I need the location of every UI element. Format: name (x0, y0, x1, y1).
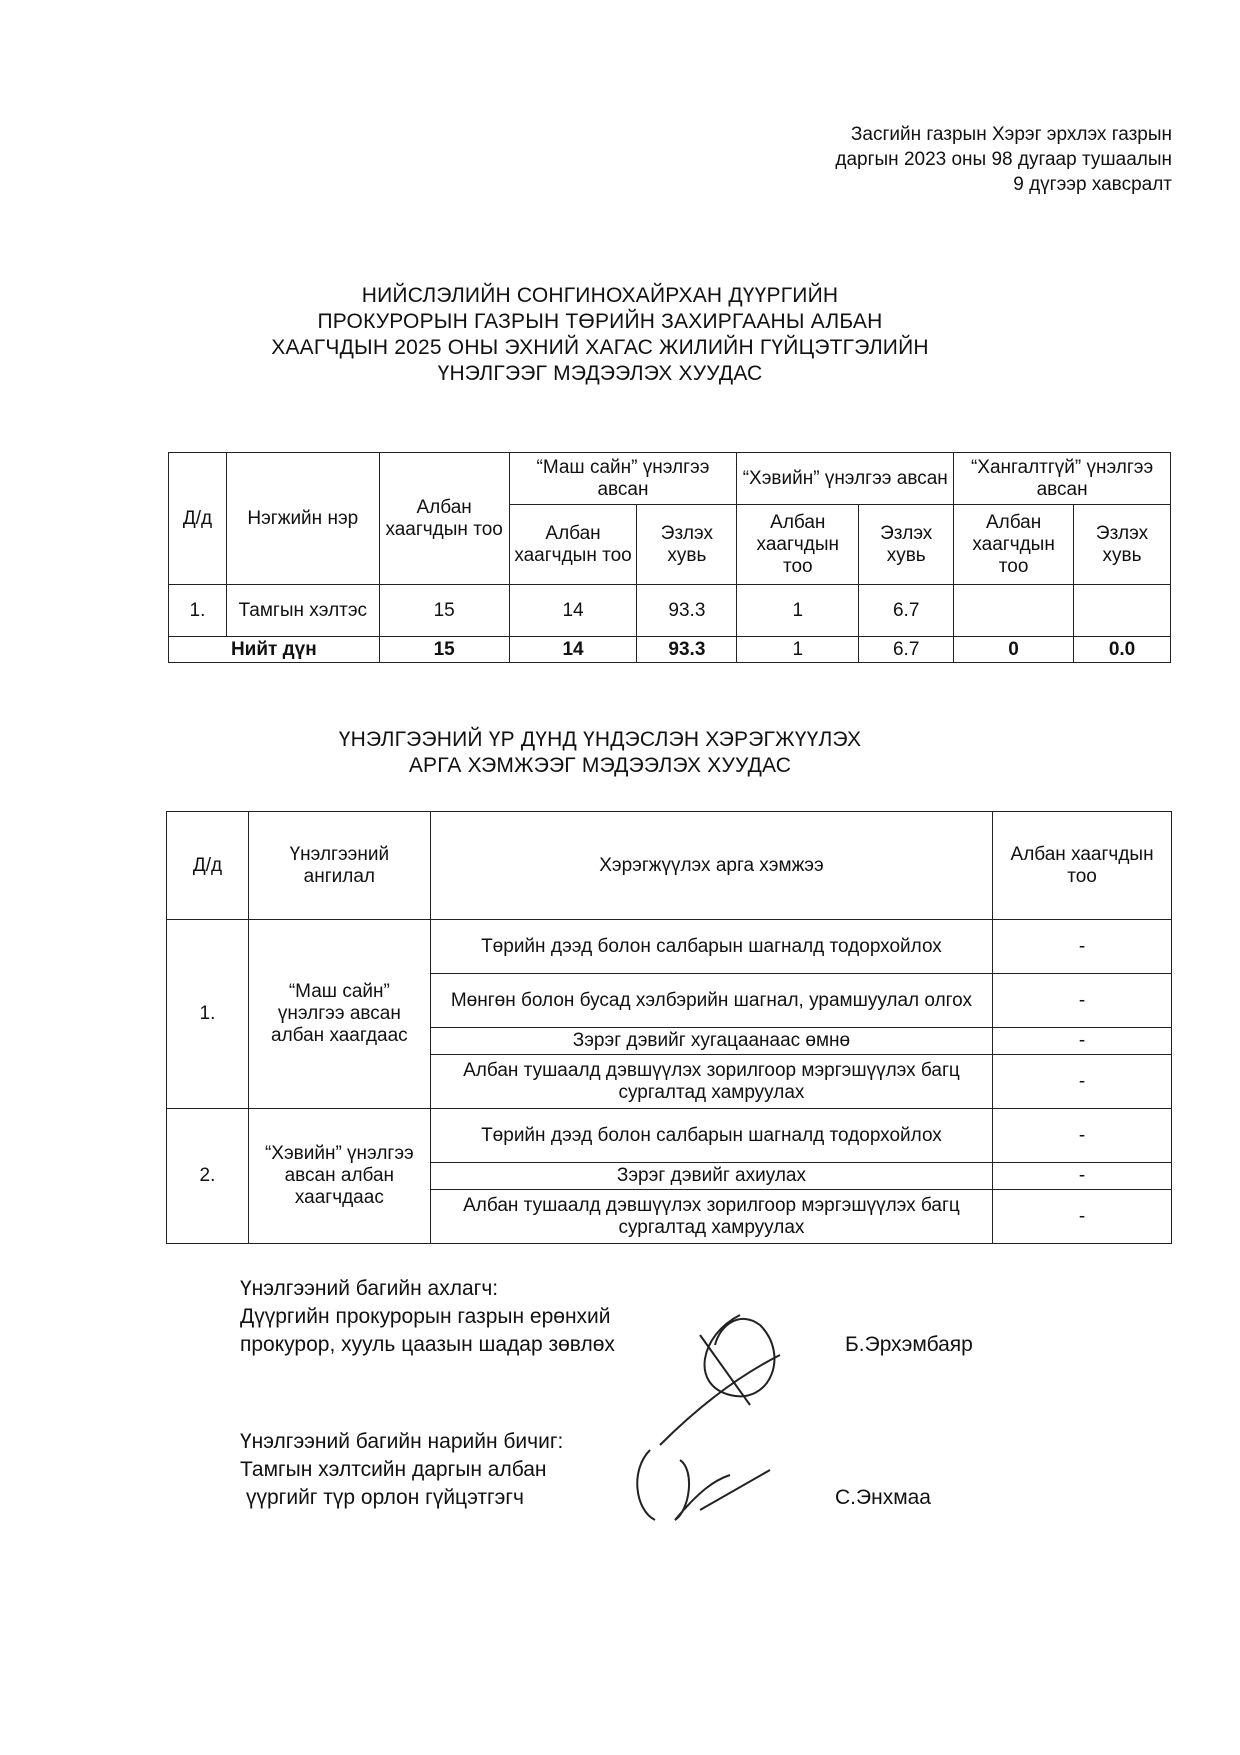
cell-unit: Тамгын хэлтэс (226, 585, 379, 637)
measure-cell: Мөнгөн болон бусад хэлбэрийн шагнал, урамшуулал олгох (430, 974, 992, 1028)
total-excellent-count: 14 (509, 637, 637, 663)
measures-title-line-2: АРГА ХЭМЖЭЭГ МЭДЭЭЛЭХ ХУУДАС (408, 754, 792, 777)
header-staff-count: Албан хаагчдын тоо (993, 812, 1172, 920)
header-normal-share: Эзлэх хувь (859, 505, 954, 585)
leader-signature-block (240, 1275, 615, 1359)
cell-no: 1. (169, 585, 227, 637)
header-normal-count: Албан хаагчдын тоо (737, 505, 859, 585)
header-no: Д/д (169, 453, 227, 585)
measure-cell: Албан тушаалд дэвшүүлэх зорилгоор мэргэшүүлэх багц сургалтад хамруулах (430, 1190, 992, 1244)
cell-normal-count: 1 (737, 585, 859, 637)
header-excellent-share: Эзлэх хувь (637, 505, 737, 585)
count-cell: - (993, 1055, 1172, 1109)
header-insufficient-share: Эзлэх хувь (1074, 505, 1171, 585)
title-line-2: ПРОКУРОРЫН ГАЗРЫН ТӨРИЙН ЗАХИРГААНЫ АЛБАН (317, 310, 883, 333)
total-insufficient-count: 0 (954, 637, 1074, 663)
secretary-signature-block (240, 1428, 563, 1512)
annex-header (835, 122, 1172, 197)
annex-line-1: Засгийн газрын Хэрэг эрхлэх газрын (850, 124, 1172, 145)
cell-total: 15 (379, 585, 509, 637)
total-row (169, 637, 1171, 663)
group-1-category: “Маш сайн” үнэлгээ авсан албан хаагдаас (248, 920, 430, 1109)
group-1-no: 1. (167, 920, 249, 1109)
total-staff: 15 (379, 637, 509, 663)
leader-name: Б.Эрхэмбаяр (845, 1333, 973, 1356)
total-normal-share: 6.7 (859, 637, 954, 663)
leader-role-line-2: Дүүргийн прокурорын газрын ерөнхий (240, 1305, 611, 1328)
title-line-3: ХААГЧДЫН 2025 ОНЫ ЭХНИЙ ХАГАС ЖИЛИЙН ГҮЙЦЭТГЭЛИЙН (271, 336, 929, 359)
cell-excellent-count: 14 (509, 585, 637, 637)
measures-title (200, 727, 1000, 779)
leader-role-line-1: Үнэлгээний багийн ахлагч: (240, 1277, 499, 1300)
count-cell: - (993, 1028, 1172, 1055)
header-excellent-count: Албан хаагчдын тоо (509, 505, 637, 585)
header-total-staff: Албан хаагчдын тоо (379, 453, 509, 585)
header-normal: “Хэвийн” үнэлгээ авсан (737, 453, 954, 505)
header-category: Үнэлгээний ангилал (248, 812, 430, 920)
measure-cell: Албан тушаалд дэвшүүлэх зорилгоор мэргэшүүлэх багц сургалтад хамруулах (430, 1055, 992, 1109)
cell-normal-share: 6.7 (859, 585, 954, 637)
measures-table (166, 811, 1172, 1244)
title-line-4: ҮНЭЛГЭЭГ МЭДЭЭЛЭХ ХУУДАС (437, 362, 763, 385)
measure-cell: Төрийн дээд болон салбарын шагналд тодорхойлох (430, 920, 992, 974)
leader-signature (640, 1295, 840, 1455)
table-row (167, 1109, 1172, 1163)
title-line-1: НИЙСЛЭЛИЙН СОНГИНОХАЙРХАН ДҮҮРГИЙН (361, 284, 839, 307)
secretary-signature (620, 1440, 790, 1530)
total-label: Нийт дүн (169, 637, 380, 663)
secretary-role-line-2: Тамгын хэлтсийн даргын албан (240, 1458, 547, 1481)
table-row (169, 585, 1171, 637)
measures-title-line-1: ҮНЭЛГЭЭНИЙ ҮР ДҮНД ҮНДЭСЛЭН ХЭРЭГЖҮҮЛЭХ (338, 728, 862, 751)
count-cell: - (993, 1190, 1172, 1244)
group-2-category: “Хэвийн” үнэлгээ авсан албан хаагчдаас (248, 1109, 430, 1244)
header-measure: Хэрэгжүүлэх арга хэмжээ (430, 812, 992, 920)
table-row (167, 920, 1172, 974)
measure-cell: Зэрэг дэвийг хугацаанаас өмнө (430, 1028, 992, 1055)
measure-cell: Зэрэг дэвийг ахиулах (430, 1163, 992, 1190)
evaluation-summary-table (168, 452, 1171, 663)
count-cell: - (993, 920, 1172, 974)
total-excellent-share: 93.3 (637, 637, 737, 663)
document-title (200, 283, 1000, 387)
count-cell: - (993, 974, 1172, 1028)
total-insufficient-share: 0.0 (1074, 637, 1171, 663)
header-insufficient-count: Албан хаагчдын тоо (954, 505, 1074, 585)
count-cell: - (993, 1163, 1172, 1190)
header-insufficient: “Хангалтгүй” үнэлгээ авсан (954, 453, 1171, 505)
total-normal-count: 1 (737, 637, 859, 663)
header-no: Д/д (167, 812, 249, 920)
annex-line-2: даргын 2023 оны 98 дугаар тушаалын (835, 149, 1172, 170)
annex-line-3: 9 дүгээр хавсралт (1013, 174, 1172, 195)
measure-cell: Төрийн дээд болон салбарын шагналд тодорхойлох (430, 1109, 992, 1163)
cell-excellent-share: 93.3 (637, 585, 737, 637)
secretary-name: С.Энхмаа (835, 1486, 931, 1509)
cell-insufficient-count (954, 585, 1074, 637)
header-unit-name: Нэгжийн нэр (226, 453, 379, 585)
secretary-role-line-1: Үнэлгээний багийн нарийн бичиг: (240, 1430, 564, 1453)
header-excellent: “Маш сайн” үнэлгээ авсан (509, 453, 737, 505)
count-cell: - (993, 1109, 1172, 1163)
secretary-role-line-3: үүргийг түр орлон гүйцэтгэгч (246, 1486, 524, 1509)
group-2-no: 2. (167, 1109, 249, 1244)
leader-role-line-3: прокурор, хууль цаазын шадар зөвлөх (240, 1333, 615, 1356)
cell-insufficient-share (1074, 585, 1171, 637)
